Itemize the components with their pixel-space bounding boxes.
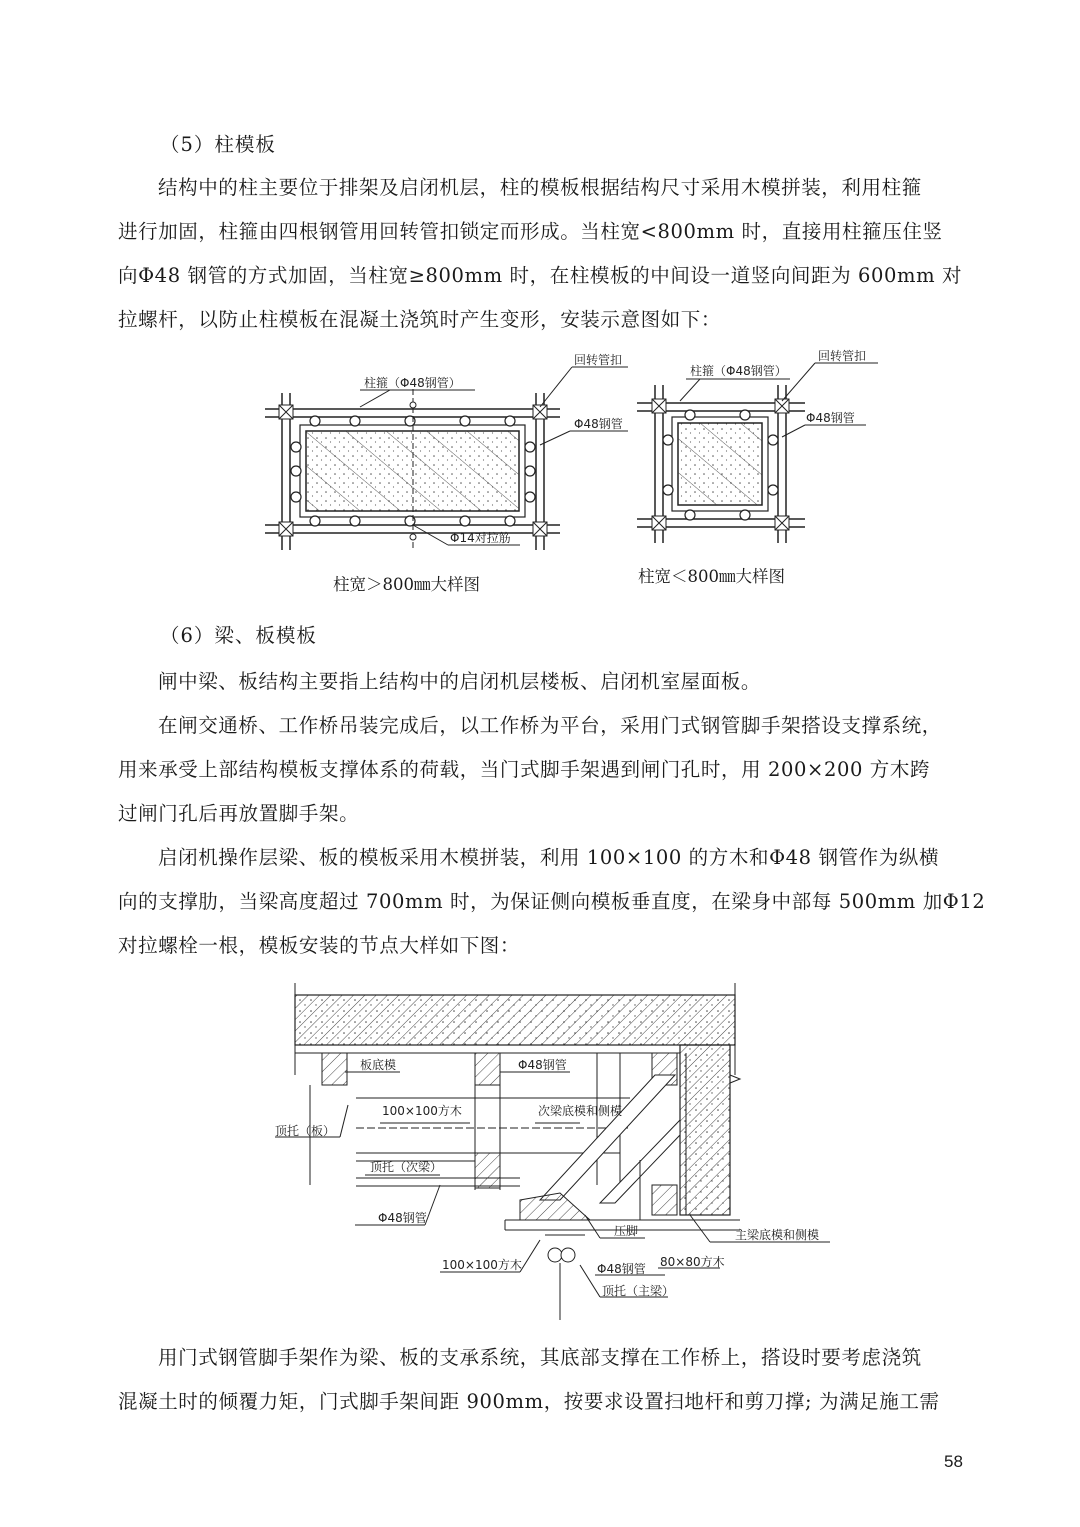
bottom-timber-label: 100×100方木 — [442, 1258, 522, 1272]
text-line: 结构中的柱主要位于排架及启闭机层，柱的模板根据结构尺寸采用木模拼装，利用柱箍 — [158, 176, 922, 199]
beam-slab-formwork-diagram — [0, 975, 1080, 1325]
text-line: 对拉螺栓一根，模板安装的节点大样如下图： — [118, 934, 521, 957]
pipe-label: Φ48钢管 — [574, 417, 623, 431]
small-column-caption: 柱宽＜800㎜大样图 — [638, 567, 785, 586]
timber-label: 100×100方木 — [382, 1104, 462, 1118]
text-line: 向Φ48 钢管的方式加固，当柱宽≥800mm 时，在柱模板的中间设一道竖向间距为 600mm 对 — [118, 264, 963, 287]
left-pipe-label: Φ48钢管 — [378, 1211, 427, 1225]
section-6-heading: （6）梁、板模板 — [160, 624, 317, 647]
clamp-label: 回转管扣 — [818, 349, 867, 363]
beam-slab-paragraph — [118, 660, 988, 968]
secondary-beam-form-label: 次梁底模和侧模 — [538, 1104, 623, 1118]
text-line: 向的支撑肋，当梁高度超过 700mm 时，为保证侧向模板垂直度，在梁身中部每 500mm 加Φ12 — [118, 890, 986, 913]
secondary-jack-label: 顶托（次梁） — [370, 1160, 443, 1174]
text-line: 闸中梁、板结构主要指上结构中的启闭机层楼板、启闭机室屋面板。 — [158, 670, 762, 693]
main-jack-label: 顶托（主梁） — [602, 1284, 675, 1298]
main-beam-form-label: 主梁底模和侧模 — [735, 1228, 820, 1242]
hoop-label: 柱箍（Φ48钢管） — [364, 376, 461, 390]
page-number: 58 — [944, 1452, 963, 1471]
large-column-caption: 柱宽＞800㎜大样图 — [333, 575, 480, 594]
text-line: 用门式钢管脚手架作为梁、板的支承系统，其底部支撑在工作桥上，搭设时要考虑浇筑 — [158, 1346, 922, 1369]
text-line: 在闸交通桥、工作桥吊装完成后，以工作桥为平台，采用门式钢管脚手架搭设支撑系统， — [158, 714, 942, 737]
timber-80-label: 80×80方木 — [660, 1255, 725, 1269]
text-line: 过闸门孔后再放置脚手架。 — [118, 802, 360, 825]
pipe-label: Φ48钢管 — [806, 411, 855, 425]
top-pipe-label: Φ48钢管 — [518, 1058, 567, 1072]
slab-form-label: 板底模 — [360, 1058, 397, 1072]
text-line: 混凝土时的倾覆力矩，门式脚手架间距 900mm，按要求设置扫地杆和剪刀撑; 为满足施工需 — [118, 1390, 940, 1413]
text-line: 拉螺杆，以防止柱模板在混凝土浇筑时产生变形，安装示意图如下： — [118, 308, 722, 331]
large-column-detail — [265, 352, 628, 551]
section-5-heading: （5）柱模板 — [160, 133, 276, 156]
text-line: 进行加固，柱箍由四根钢管用回转管扣锁定而形成。当柱宽<800mm 时，直接用柱箍压住竖 — [118, 220, 943, 243]
support-system-paragraph — [118, 1336, 988, 1424]
bottom-pipe-label: Φ48钢管 — [597, 1262, 646, 1276]
column-formwork-paragraph — [118, 166, 988, 342]
hoop-label: 柱箍（Φ48钢管） — [690, 364, 787, 378]
text-line: 启闭机操作层梁、板的模板采用木模拼装，利用 100×100 的方木和Φ48 钢管作为纵横 — [158, 846, 940, 869]
text-line: 用来承受上部结构模板支撑体系的荷载，当门式脚手架遇到闸门孔时，用 200×200 方木跨 — [118, 758, 931, 781]
column-formwork-diagram — [0, 345, 1080, 605]
small-column-detail — [637, 348, 878, 543]
press-foot-label: 压脚 — [614, 1224, 639, 1238]
slab-jack-label: 顶托（板） — [275, 1124, 336, 1138]
clamp-label: 回转管扣 — [574, 353, 623, 367]
tie-bar-label: Φ14对拉筋 — [450, 531, 511, 545]
